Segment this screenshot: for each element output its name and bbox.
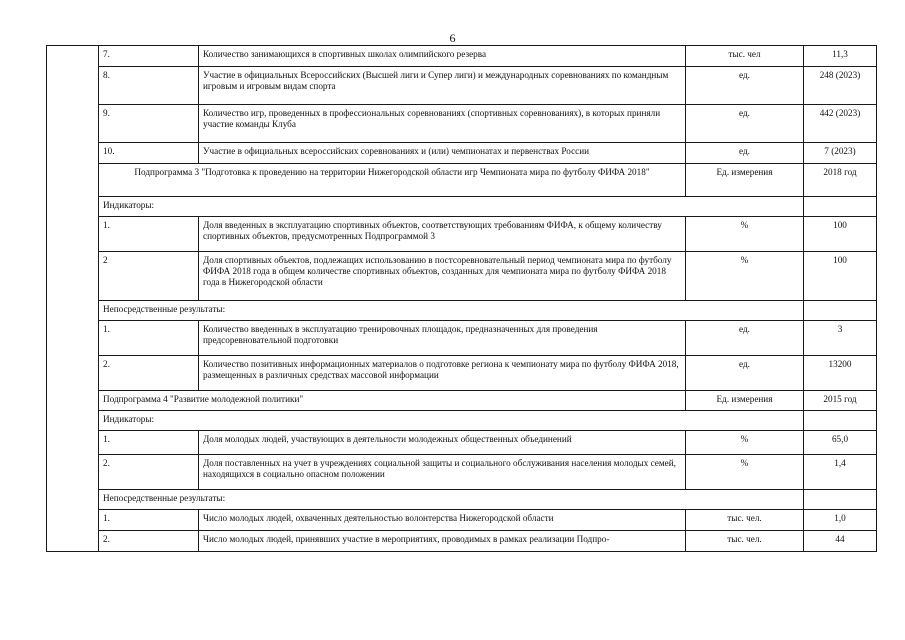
indicator-text: Число молодых людей, принявших участие в мероприятиях, проводимых в рамках реализации Подпро- [199, 531, 686, 552]
page-number: 6 [449, 31, 456, 45]
unit-header: Ед. измерения [686, 391, 804, 411]
indicator-row [47, 455, 877, 490]
indicator-value: 11,3 [804, 46, 877, 67]
unit-of-measure: ед. [686, 67, 804, 105]
indicator-row [47, 217, 877, 252]
unit-of-measure: тыс. чел. [686, 510, 804, 531]
section-label-row [47, 411, 877, 431]
indicator-text: Количество игр, проведенных в профессиональных соревнованиях (спортивных соревнованиях), в которых приняли участие команды Клуба [199, 105, 686, 143]
unit-of-measure: % [686, 217, 804, 252]
section-label: Непосредственные результаты: [99, 301, 804, 321]
indicator-value: 442 (2023) [804, 105, 877, 143]
section-label-row [47, 197, 877, 217]
section-label: Индикаторы: [99, 411, 804, 431]
indicator-value: 248 (2023) [804, 67, 877, 105]
row-number: 8. [99, 67, 199, 105]
indicator-value: 7 (2023) [804, 143, 877, 164]
indicator-value: 1,0 [804, 510, 877, 531]
indicator-text: Доля спортивных объектов, подлежащих использованию в постсоревновательный период чемпионата мира по футболу ФИФА 2018 года в общем количестве спортивных объектов, созданных для чемпионата мира по футболу ФИФА 2018 года в Нижегородской области [199, 252, 686, 301]
section-label: Непосредственные результаты: [99, 490, 804, 510]
row-number: 1. [99, 510, 199, 531]
indicator-text: Количество позитивных информационных материалов о подготовке региона к чемпионату мира по футболу ФИФА 2018, размещенных в различных средствах массовой информации [199, 356, 686, 391]
indicator-value: 44 [804, 531, 877, 552]
indicator-row [47, 321, 877, 356]
indicator-text: Доля поставленных на учет в учреждениях социальной защиты и социального обслуживания населения молодых семей, находящихся в социально опасном положении [199, 455, 686, 490]
indicator-row [47, 531, 877, 552]
unit-header: Ед. измерения [686, 164, 804, 197]
empty-cell [804, 411, 877, 431]
indicator-value: 3 [804, 321, 877, 356]
row-number: 1. [99, 321, 199, 356]
unit-of-measure: ед. [686, 143, 804, 164]
row-number: 2. [99, 356, 199, 391]
indicator-text: Участие в официальных всероссийских соревнованиях и (или) чемпионатах и первенствах России [199, 143, 686, 164]
indicator-row [47, 143, 877, 164]
row-number: 1. [99, 217, 199, 252]
indicator-text: Число молодых людей, охваченных деятельностью волонтерства Нижегородской области [199, 510, 686, 531]
subprogram-title: Подпрограмма 3 "Подготовка к проведению на территории Нижегородской области игр Чемпионата мира по футболу ФИФА 2018" [99, 164, 686, 197]
indicators-table [46, 45, 877, 552]
section-label: Индикаторы: [99, 197, 804, 217]
year-header: 2015 год [804, 391, 877, 411]
subprogram-header-row [47, 391, 877, 411]
row-number: 1. [99, 431, 199, 455]
indicator-row [47, 356, 877, 391]
left-margin-column [47, 46, 99, 552]
indicator-row [47, 105, 877, 143]
unit-of-measure: % [686, 455, 804, 490]
section-label-row [47, 490, 877, 510]
indicator-row [47, 431, 877, 455]
indicator-value: 1,4 [804, 455, 877, 490]
row-number: 10. [99, 143, 199, 164]
empty-cell [804, 301, 877, 321]
unit-of-measure: % [686, 252, 804, 301]
row-number: 9. [99, 105, 199, 143]
unit-of-measure: % [686, 431, 804, 455]
indicator-text: Количество введенных в эксплуатацию тренировочных площадок, предназначенных для проведения предсоревновательной подготовки [199, 321, 686, 356]
section-label-row [47, 301, 877, 321]
indicator-row [47, 46, 877, 67]
indicator-text: Доля молодых людей, участвующих в деятельности молодежных общественных объединений [199, 431, 686, 455]
indicator-value: 13200 [804, 356, 877, 391]
row-number: 7. [99, 46, 199, 67]
indicator-row [47, 510, 877, 531]
indicator-value: 100 [804, 252, 877, 301]
indicator-text: Участие в официальных Всероссийских (Высшей лиги и Супер лиги) и международных соревнованиях по командным игровым и игровым видам спорта [199, 67, 686, 105]
unit-of-measure: тыс. чел [686, 46, 804, 67]
row-number: 2 [99, 252, 199, 301]
indicator-row [47, 252, 877, 301]
indicators-table-body [47, 46, 877, 552]
year-header: 2018 год [804, 164, 877, 197]
empty-cell [804, 197, 877, 217]
unit-of-measure: ед. [686, 356, 804, 391]
indicator-text: Количество занимающихся в спортивных школах олимпийского резерва [199, 46, 686, 67]
row-number: 2. [99, 531, 199, 552]
indicator-text: Доля введенных в эксплуатацию спортивных объектов, соответствующих требованиям ФИФА, к общему количеству спортивных объектов, предусмотренных Подпрограммой 3 [199, 217, 686, 252]
empty-cell [804, 490, 877, 510]
subprogram-header-row [47, 164, 877, 197]
subprogram-title: Подпрограмма 4 "Развитие молодежной политики" [99, 391, 686, 411]
row-number: 2. [99, 455, 199, 490]
unit-of-measure: ед. [686, 105, 804, 143]
indicator-value: 65,0 [804, 431, 877, 455]
unit-of-measure: тыс. чел. [686, 531, 804, 552]
indicator-row [47, 67, 877, 105]
indicator-value: 100 [804, 217, 877, 252]
unit-of-measure: ед. [686, 321, 804, 356]
